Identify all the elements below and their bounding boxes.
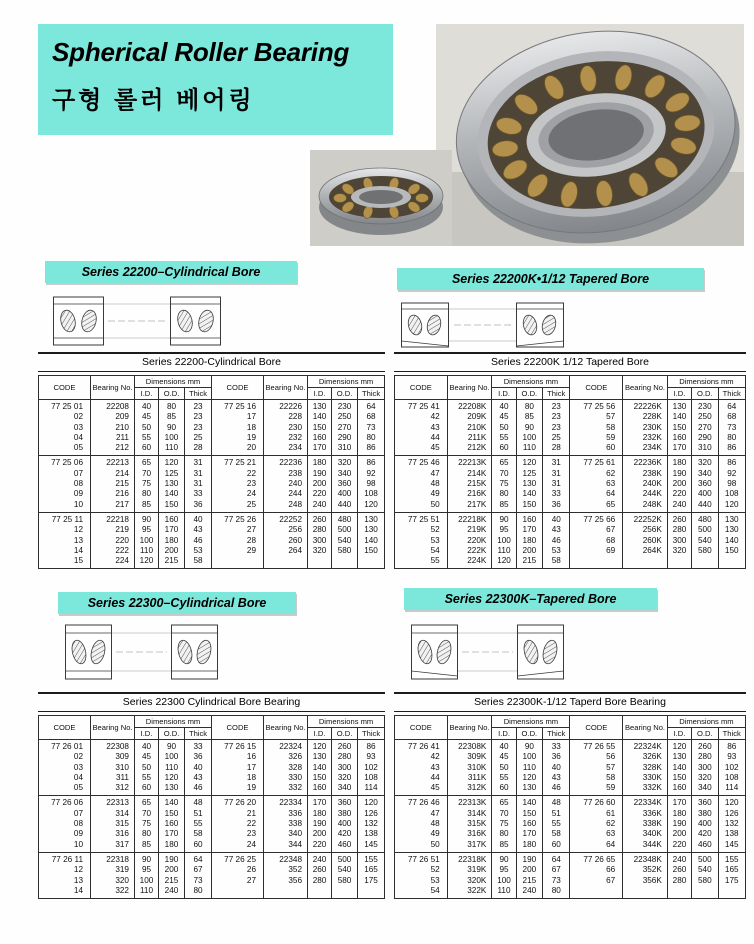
- col-header-od: O.D.: [332, 388, 358, 400]
- table-cell: 22208K 209K 210K 211K 212K: [447, 400, 492, 456]
- page-header-banner: [38, 24, 393, 135]
- table-cell: 22218 219 220 222 224: [91, 512, 135, 568]
- table-cell: 240 260 280: [308, 852, 332, 898]
- bearing-row-group: [395, 740, 746, 796]
- table-section-22300k-tapered: [394, 692, 746, 899]
- table-cell: 155 165 175: [358, 852, 385, 898]
- table-cell: 130 130 140 150: [718, 512, 746, 568]
- table-cell: 320 340 360 400 440: [332, 456, 358, 512]
- col-header-code: CODE: [395, 376, 448, 400]
- col-header-bearing-no: Bearing No.: [264, 716, 308, 740]
- bearing-cross-section-diagram-tapered: [410, 620, 565, 684]
- table-cell: 320 340 360 400 440: [692, 456, 718, 512]
- table-cell: 86 92 98 108 120: [358, 456, 385, 512]
- table-cell: 77 26 20 21 22 23 24: [212, 796, 264, 852]
- table-cell: 77 25 56 57 58 59 60: [570, 400, 623, 456]
- bearing-row-group: [395, 796, 746, 852]
- table-cell: 230 250 270 290 310: [692, 400, 718, 456]
- col-header-dimensions: Dimensions mm: [308, 376, 385, 388]
- page-title-english: Spherical Roller Bearing: [52, 37, 350, 67]
- col-header-dimensions: Dimensions mm: [308, 716, 385, 728]
- table-cell: 22218K 219K 220K 222K 224K: [447, 512, 492, 568]
- table-cell: 22313K 314K 315K 316K 317K: [447, 796, 492, 852]
- col-header-code: CODE: [570, 376, 623, 400]
- table-title: Series 22200K 1/12 Tapered Bore: [394, 352, 746, 372]
- bearing-row-group: [395, 400, 746, 456]
- table-cell: 77 26 06 07 08 09 10: [39, 796, 91, 852]
- table-cell: 130 130 140 150: [358, 512, 385, 568]
- table-cell: 120 126 132 138 145: [718, 796, 746, 852]
- table-cell: 90 95 100 110 120: [135, 512, 159, 568]
- col-header-thick: Thick: [185, 728, 212, 740]
- table-cell: 64 67 73 80: [185, 852, 212, 898]
- table-cell: 77 26 11 12 13 14: [39, 852, 91, 898]
- table-cell: 65 70 75 80 85: [492, 796, 516, 852]
- table-cell: 77 26 15 16 17 18 19: [212, 740, 264, 796]
- col-header-bearing-no: Bearing No.: [447, 716, 492, 740]
- table-cell: 31 31 31 33 36: [185, 456, 212, 512]
- col-header-dimensions: Dimensions mm: [667, 716, 745, 728]
- bearing-row-group: [39, 740, 385, 796]
- table-cell: 86 93 102 108 114: [358, 740, 385, 796]
- table-cell: 77 25 16 17 18 19 20: [212, 400, 264, 456]
- table-cell: 40 45 50 55 60: [135, 740, 159, 796]
- bearing-dimensions-table: [394, 715, 746, 899]
- table-cell: 40 45 50 55 60: [492, 400, 516, 456]
- table-cell: 80 85 90 100 110: [159, 400, 185, 456]
- bearing-row-group: [395, 512, 746, 568]
- col-header-bearing-no: Bearing No.: [91, 376, 135, 400]
- col-header-dimensions: Dimensions mm: [492, 376, 570, 388]
- table-cell: 77 25 01 02 03 04 05: [39, 400, 91, 456]
- page-title-korean: 구형 롤러 베어링: [52, 87, 255, 114]
- table-cell: 140 150 160 170 180: [516, 796, 542, 852]
- table-cell: 86 93 102 108 114: [718, 740, 746, 796]
- section-banner-22200-cylindrical: Series 22200–Cylindrical Bore: [45, 261, 297, 283]
- bearing-cross-section-diagram-tapered: [400, 299, 565, 351]
- table-cell: 480 500 540 580: [692, 512, 718, 568]
- table-cell: 22213K 214K 215K 216K 217K: [447, 456, 492, 512]
- table-cell: 65 70 75 80 85: [492, 456, 516, 512]
- col-header-code: CODE: [212, 716, 264, 740]
- table-cell: 120 130 140 150 160: [308, 740, 332, 796]
- table-cell: 190 200 215 240: [516, 852, 542, 898]
- col-header-bearing-no: Bearing No.: [623, 716, 668, 740]
- table-cell: 90 95 100 110: [492, 852, 516, 898]
- bearing-row-group: [39, 456, 385, 512]
- section-banner-22300-cylindrical: Series 22300–Cylindrical Bore: [58, 592, 296, 614]
- table-cell: 48 51 55 58 60: [185, 796, 212, 852]
- col-header-thick: Thick: [718, 728, 746, 740]
- bearing-row-group: [39, 852, 385, 898]
- bearing-row-group: [395, 852, 746, 898]
- col-header-od: O.D.: [159, 388, 185, 400]
- col-header-code: CODE: [39, 716, 91, 740]
- table-cell: 23 23 23 25 28: [543, 400, 570, 456]
- table-cell: 40 43 46 53 58: [185, 512, 212, 568]
- section-banner-22200k-tapered: Series 22200K•1/12 Tapered Bore: [397, 268, 704, 290]
- col-header-od: O.D.: [332, 728, 358, 740]
- table-cell: 22208 209 210 211 212: [91, 400, 135, 456]
- col-header-id: I.D.: [492, 388, 516, 400]
- col-header-bearing-no: Bearing No.: [91, 716, 135, 740]
- table-cell: 22226 228 230 232 234: [264, 400, 308, 456]
- table-cell: 77 26 41 42 43 44 45: [395, 740, 448, 796]
- table-cell: 22252K 256K 260K 264K: [623, 512, 668, 568]
- table-cell: 360 380 400 420 460: [692, 796, 718, 852]
- col-header-dimensions: Dimensions mm: [492, 716, 570, 728]
- table-cell: 170 180 190 200 220: [667, 796, 691, 852]
- table-cell: 180 190 200 220 240: [667, 456, 691, 512]
- table-cell: 140 150 160 170 180: [159, 796, 185, 852]
- table-cell: 77 25 21 22 23 24 25: [212, 456, 264, 512]
- table-cell: 22318K 319K 320K 322K: [447, 852, 492, 898]
- table-cell: 64 68 73 80 86: [358, 400, 385, 456]
- col-header-code: CODE: [395, 716, 448, 740]
- bearing-photo-large: [436, 24, 744, 246]
- table-cell: 77 25 46 47 48 49 50: [395, 456, 448, 512]
- table-cell: 64 68 73 80 86: [718, 400, 746, 456]
- table-cell: 77 25 61 62 63 64 65: [570, 456, 623, 512]
- table-cell: 77 26 01 02 03 04 05: [39, 740, 91, 796]
- table-cell: 31 31 31 33 36: [543, 456, 570, 512]
- table-cell: 120 125 130 140 150: [516, 456, 542, 512]
- table-cell: 33 36 40 43 46: [543, 740, 570, 796]
- col-header-thick: Thick: [185, 388, 212, 400]
- table-cell: 48 51 55 58 60: [543, 796, 570, 852]
- table-cell: 155 165 175: [718, 852, 746, 898]
- table-cell: 180 190 200 220 240: [308, 456, 332, 512]
- col-header-od: O.D.: [516, 728, 542, 740]
- table-cell: 260 280 300 320: [667, 512, 691, 568]
- col-header-thick: Thick: [543, 728, 570, 740]
- col-header-od: O.D.: [692, 388, 718, 400]
- table-cell: 23 23 23 25 28: [185, 400, 212, 456]
- table-cell: 160 170 180 200 215: [516, 512, 542, 568]
- table-cell: 40 43 46 53 58: [543, 512, 570, 568]
- table-cell: 77 26 46 47 48 49 50: [395, 796, 448, 852]
- table-cell: 260 280 300 320 340: [332, 740, 358, 796]
- table-cell: 130 140 150 160 170: [308, 400, 332, 456]
- table-cell: 77 26 25 26 27: [212, 852, 264, 898]
- bearing-row-group: [39, 796, 385, 852]
- col-header-code: CODE: [570, 716, 623, 740]
- table-cell: 22226K 228K 230K 232K 234K: [623, 400, 668, 456]
- col-header-id: I.D.: [135, 728, 159, 740]
- bearing-row-group: [39, 400, 385, 456]
- table-cell: 22348 352 356: [264, 852, 308, 898]
- col-header-thick: Thick: [358, 388, 385, 400]
- col-header-id: I.D.: [308, 728, 332, 740]
- table-cell: 500 540 580: [332, 852, 358, 898]
- table-cell: 86 92 98 108 120: [718, 456, 746, 512]
- table-cell: 90 95 100 110 120: [492, 512, 516, 568]
- table-cell: 130 140 150 160 170: [667, 400, 691, 456]
- table-section-22200-cylindrical: [38, 352, 385, 569]
- table-cell: 160 170 180 200 215: [159, 512, 185, 568]
- table-cell: 77 26 60 61 62 63 64: [570, 796, 623, 852]
- table-cell: 64 67 73 80: [543, 852, 570, 898]
- bearing-photo-small: [310, 150, 452, 246]
- table-cell: 77 25 51 52 53 54 55: [395, 512, 448, 568]
- col-header-thick: Thick: [718, 388, 746, 400]
- col-header-dimensions: Dimensions mm: [135, 716, 212, 728]
- col-header-thick: Thick: [543, 388, 570, 400]
- table-cell: 22334K 336K 338K 340K 344K: [623, 796, 668, 852]
- bearing-dimensions-table: [38, 715, 385, 899]
- table-cell: 65 70 75 80 85: [135, 796, 159, 852]
- table-cell: 80 85 90 100 110: [516, 400, 542, 456]
- col-header-id: I.D.: [492, 728, 516, 740]
- table-cell: 77 25 41 42 43 44 45: [395, 400, 448, 456]
- table-cell: 22313 314 315 316 317: [91, 796, 135, 852]
- table-cell: 260 280 300 320: [308, 512, 332, 568]
- col-header-dimensions: Dimensions mm: [135, 376, 212, 388]
- table-cell: 22334 336 338 340 344: [264, 796, 308, 852]
- table-cell: 22213 214 215 216 217: [91, 456, 135, 512]
- table-cell: 120 130 140 150 160: [667, 740, 691, 796]
- table-title: Series 22200-Cylindrical Bore: [38, 352, 385, 372]
- table-cell: 77 26 55 56 57 58 59: [570, 740, 623, 796]
- col-header-bearing-no: Bearing No.: [264, 376, 308, 400]
- table-cell: 22308K 309K 310K 311K 312K: [447, 740, 492, 796]
- table-cell: 190 200 215 240: [159, 852, 185, 898]
- col-header-thick: Thick: [358, 728, 385, 740]
- table-title: Series 22300K-1/12 Taperd Bore Bearing: [394, 692, 746, 712]
- table-cell: 22348K 352K 356K: [623, 852, 668, 898]
- table-cell: 90 100 110 120 130: [516, 740, 542, 796]
- table-cell: 22236K 238K 240K 244K 248K: [623, 456, 668, 512]
- table-cell: 230 250 270 290 310: [332, 400, 358, 456]
- table-cell: 22324 326 328 330 332: [264, 740, 308, 796]
- col-header-id: I.D.: [667, 728, 691, 740]
- col-header-bearing-no: Bearing No.: [623, 376, 668, 400]
- table-cell: 77 25 11 12 13 14 15: [39, 512, 91, 568]
- bearing-row-group: [39, 512, 385, 568]
- col-header-id: I.D.: [308, 388, 332, 400]
- bearing-dimensions-table: [38, 375, 385, 569]
- table-cell: 360 380 400 420 460: [332, 796, 358, 852]
- col-header-bearing-no: Bearing No.: [447, 376, 492, 400]
- table-cell: 260 280 300 320 340: [692, 740, 718, 796]
- table-cell: 90 95 100 110: [135, 852, 159, 898]
- bearing-cross-section-diagram-cylindrical: [52, 292, 222, 350]
- table-cell: 240 260 280: [667, 852, 691, 898]
- col-header-od: O.D.: [692, 728, 718, 740]
- table-cell: 22318 319 320 322: [91, 852, 135, 898]
- table-cell: 40 45 50 55 60: [135, 400, 159, 456]
- table-cell: 120 126 132 138 145: [358, 796, 385, 852]
- table-cell: 120 125 130 140 150: [159, 456, 185, 512]
- col-header-od: O.D.: [159, 728, 185, 740]
- table-section-22300-cylindrical: [38, 692, 385, 899]
- table-cell: 40 45 50 55 60: [492, 740, 516, 796]
- table-cell: 77 25 66 67 68 69: [570, 512, 623, 568]
- table-cell: 170 180 190 200 220: [308, 796, 332, 852]
- bearing-dimensions-table: [394, 375, 746, 569]
- table-cell: 22252 256 260 264: [264, 512, 308, 568]
- col-header-id: I.D.: [135, 388, 159, 400]
- bearing-cross-section-diagram-cylindrical: [64, 620, 219, 684]
- table-cell: 480 500 540 580: [332, 512, 358, 568]
- table-cell: 33 36 40 43 46: [185, 740, 212, 796]
- col-header-code: CODE: [212, 376, 264, 400]
- table-cell: 77 26 51 52 53 54: [395, 852, 448, 898]
- table-cell: 500 540 580: [692, 852, 718, 898]
- table-cell: 22308 309 310 311 312: [91, 740, 135, 796]
- table-cell: 22324K 326K 328K 330K 332K: [623, 740, 668, 796]
- col-header-code: CODE: [39, 376, 91, 400]
- table-cell: 90 100 110 120 130: [159, 740, 185, 796]
- table-cell: 77 25 26 27 28 29: [212, 512, 264, 568]
- table-cell: 77 25 06 07 08 09 10: [39, 456, 91, 512]
- table-cell: 22236 238 240 244 248: [264, 456, 308, 512]
- section-banner-22300k-tapered: Series 22300K–Tapered Bore: [404, 588, 657, 610]
- bearing-row-group: [395, 456, 746, 512]
- table-cell: 77 26 65 66 67: [570, 852, 623, 898]
- col-header-od: O.D.: [516, 388, 542, 400]
- table-cell: 65 70 75 80 85: [135, 456, 159, 512]
- col-header-dimensions: Dimensions mm: [667, 376, 745, 388]
- table-section-22200k-tapered: [394, 352, 746, 569]
- col-header-id: I.D.: [667, 388, 691, 400]
- table-title: Series 22300 Cylindrical Bore Bearing: [38, 692, 385, 712]
